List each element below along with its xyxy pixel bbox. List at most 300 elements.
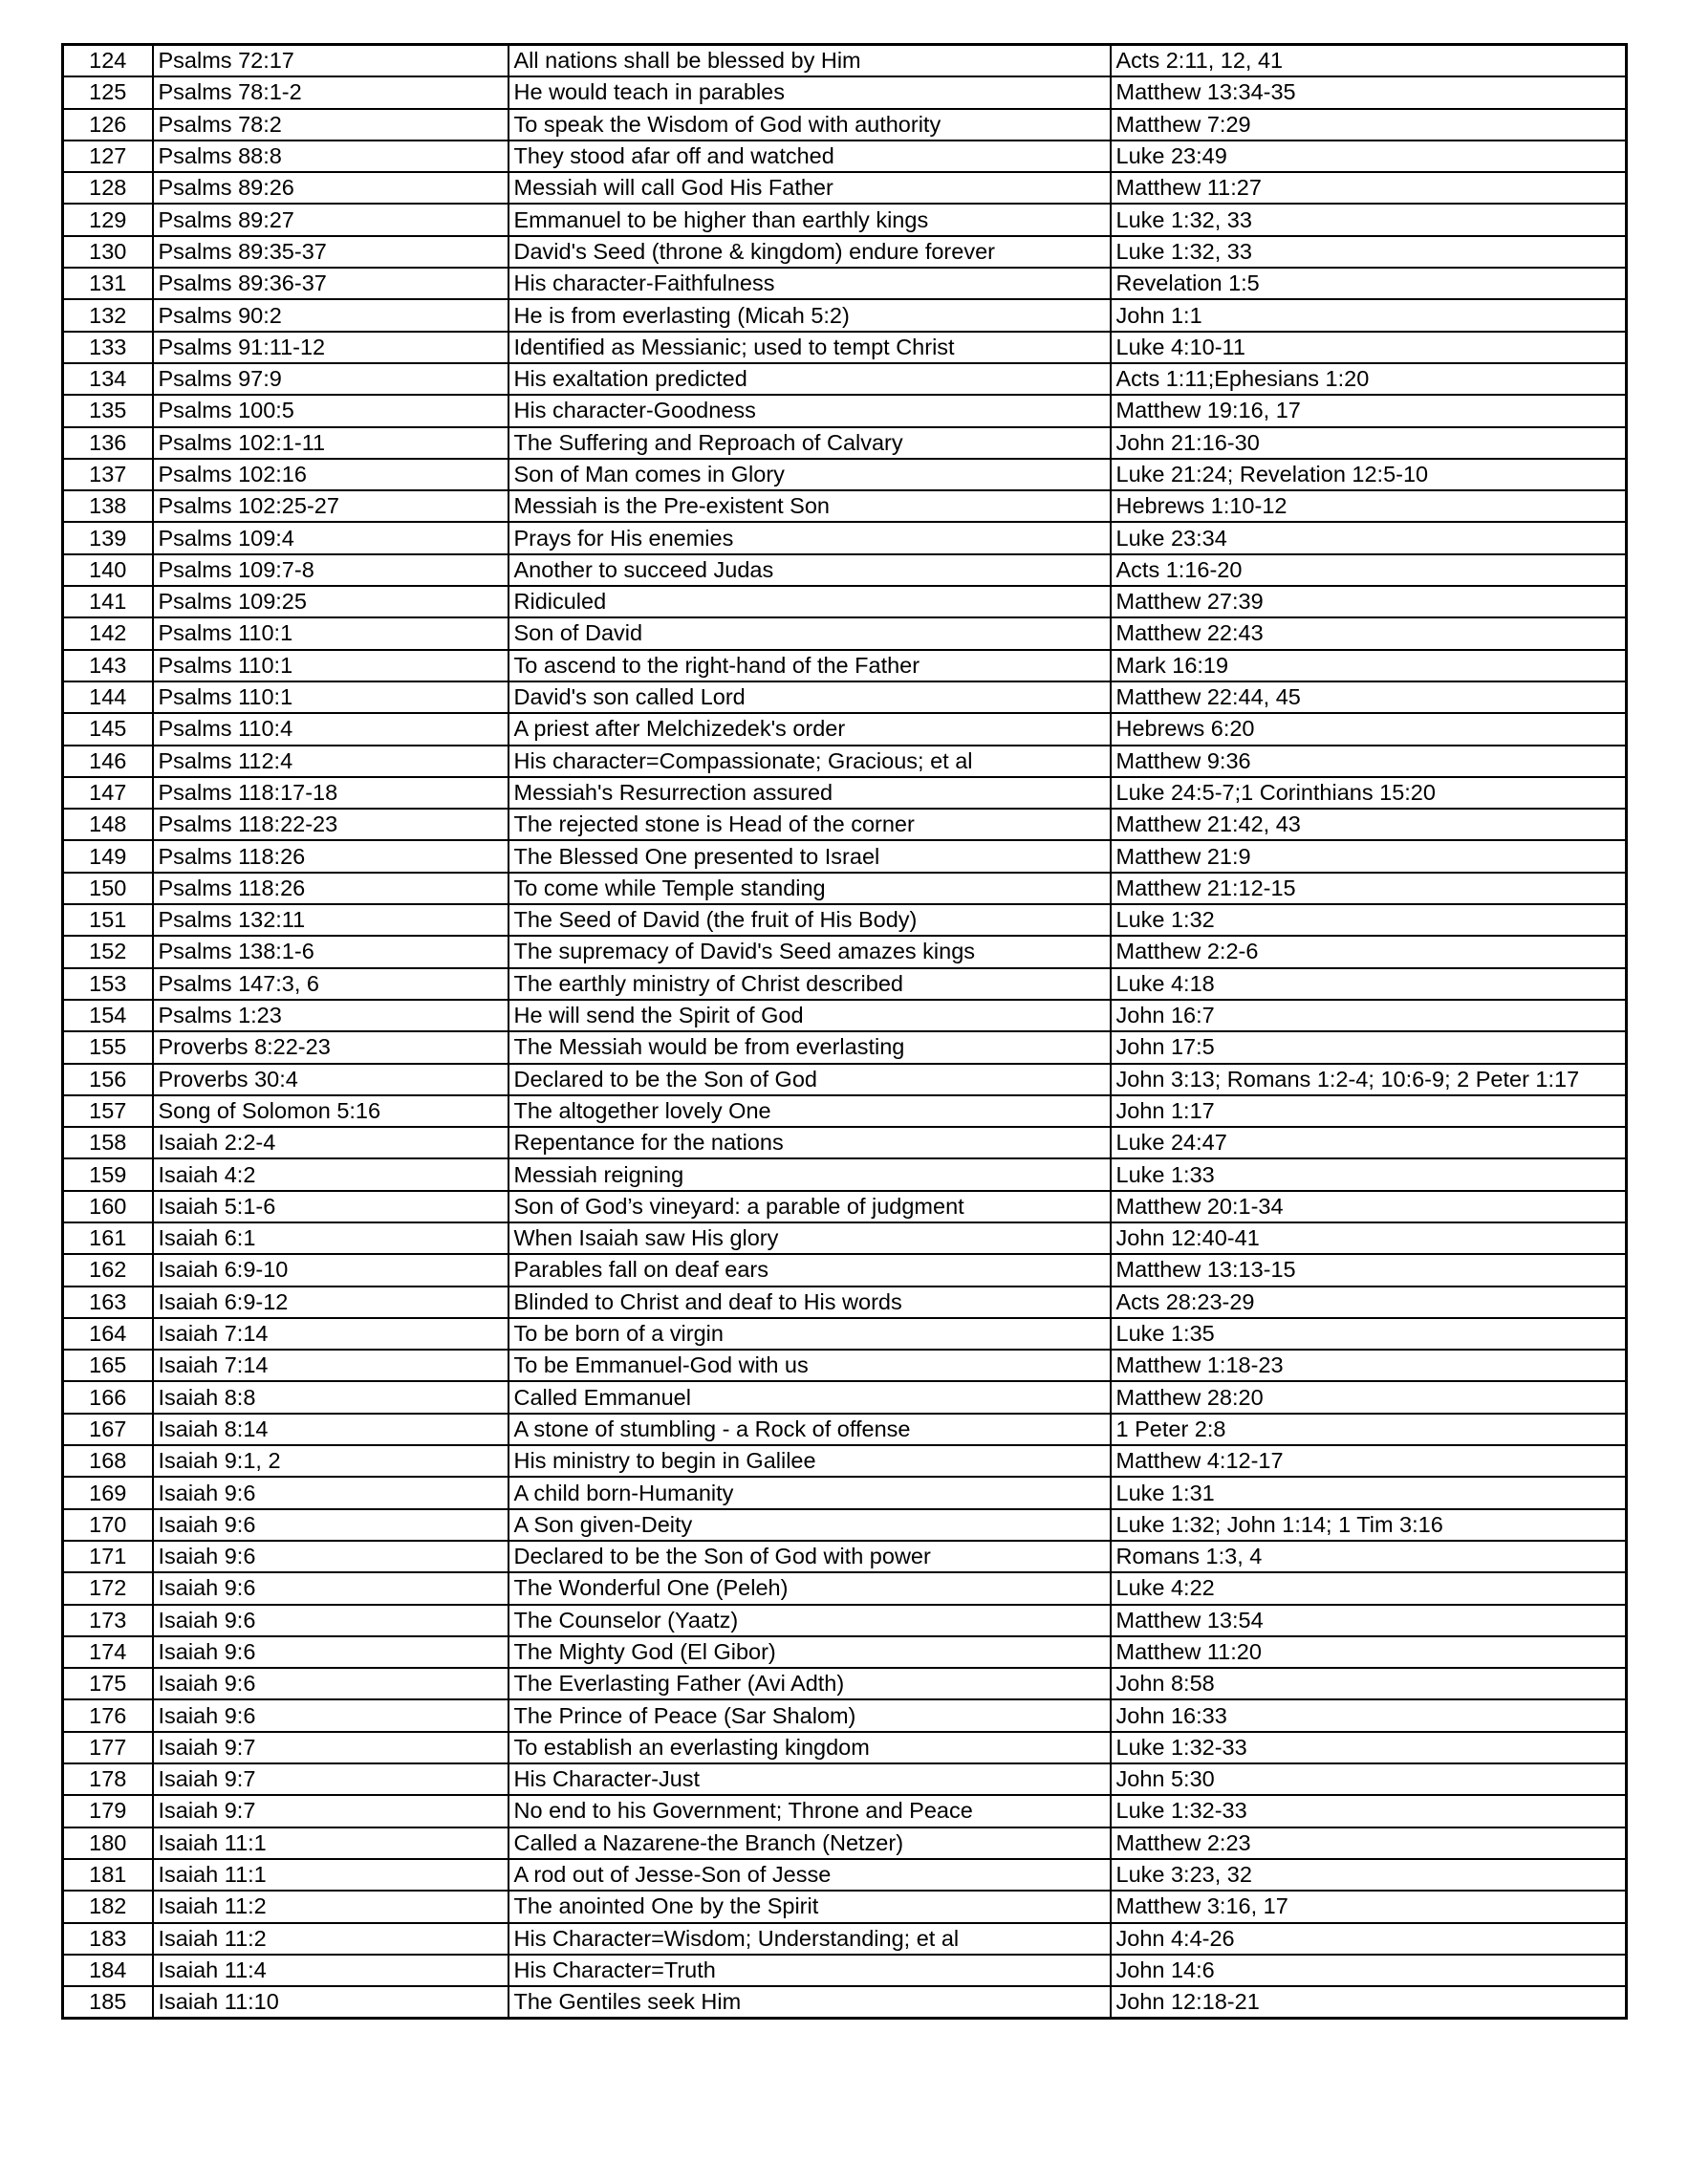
fulfillment-reference: Luke 1:32-33 bbox=[1111, 1732, 1627, 1763]
table-row bbox=[63, 109, 1627, 141]
fulfillment-reference: Romans 1:3, 4 bbox=[1111, 1541, 1627, 1572]
fulfillment-reference: Luke 1:33 bbox=[1111, 1158, 1627, 1190]
old-testament-reference: Psalms 110:1 bbox=[153, 617, 509, 649]
old-testament-reference: Isaiah 9:7 bbox=[153, 1732, 509, 1763]
row-number: 147 bbox=[63, 777, 153, 809]
table-row bbox=[63, 554, 1627, 586]
old-testament-reference: Psalms 147:3, 6 bbox=[153, 968, 509, 1000]
old-testament-reference: Isaiah 9:6 bbox=[153, 1699, 509, 1731]
old-testament-reference: Isaiah 9:6 bbox=[153, 1572, 509, 1604]
fulfillment-reference: Revelation 1:5 bbox=[1111, 268, 1627, 299]
row-number: 176 bbox=[63, 1699, 153, 1731]
row-number: 127 bbox=[63, 141, 153, 172]
fulfillment-reference: Luke 3:23, 32 bbox=[1111, 1859, 1627, 1891]
old-testament-reference: Psalms 89:36-37 bbox=[153, 268, 509, 299]
table-row bbox=[63, 1158, 1627, 1190]
prophecy-description: He is from everlasting (Micah 5:2) bbox=[509, 299, 1111, 331]
table-row bbox=[63, 427, 1627, 459]
prophecy-description: The Wonderful One (Peleh) bbox=[509, 1572, 1111, 1604]
row-number: 182 bbox=[63, 1891, 153, 1922]
fulfillment-reference: Luke 4:18 bbox=[1111, 968, 1627, 1000]
fulfillment-reference: Matthew 22:43 bbox=[1111, 617, 1627, 649]
prophecy-description: Messiah's Resurrection assured bbox=[509, 777, 1111, 809]
prophecy-description: A rod out of Jesse-Son of Jesse bbox=[509, 1859, 1111, 1891]
row-number: 157 bbox=[63, 1095, 153, 1127]
old-testament-reference: Isaiah 9:7 bbox=[153, 1795, 509, 1827]
table-row bbox=[63, 76, 1627, 108]
old-testament-reference: Psalms 89:35-37 bbox=[153, 236, 509, 268]
prophecy-description: The Everlasting Father (Avi Adth) bbox=[509, 1668, 1111, 1699]
old-testament-reference: Psalms 118:17-18 bbox=[153, 777, 509, 809]
table-row bbox=[63, 1699, 1627, 1731]
old-testament-reference: Psalms 1:23 bbox=[153, 1000, 509, 1031]
fulfillment-reference: Matthew 21:9 bbox=[1111, 840, 1627, 872]
prophecy-description: To be Emmanuel-God with us bbox=[509, 1350, 1111, 1381]
row-number: 148 bbox=[63, 809, 153, 840]
prophecy-description: A child born-Humanity bbox=[509, 1477, 1111, 1508]
prophecy-description: Messiah is the Pre-existent Son bbox=[509, 490, 1111, 522]
prophecy-description: His ministry to begin in Galilee bbox=[509, 1445, 1111, 1477]
old-testament-reference: Isaiah 9:7 bbox=[153, 1763, 509, 1795]
row-number: 130 bbox=[63, 236, 153, 268]
row-number: 156 bbox=[63, 1064, 153, 1095]
fulfillment-reference: John 16:7 bbox=[1111, 1000, 1627, 1031]
row-number: 131 bbox=[63, 268, 153, 299]
old-testament-reference: Psalms 102:16 bbox=[153, 459, 509, 490]
fulfillment-reference: Matthew 9:36 bbox=[1111, 746, 1627, 777]
prophecy-description: David's son called Lord bbox=[509, 681, 1111, 713]
table-row bbox=[63, 299, 1627, 331]
row-number: 143 bbox=[63, 650, 153, 681]
row-number: 146 bbox=[63, 746, 153, 777]
table-row bbox=[63, 1064, 1627, 1095]
row-number: 133 bbox=[63, 332, 153, 363]
prophecy-description: Son of God’s vineyard: a parable of judgment bbox=[509, 1191, 1111, 1222]
row-number: 125 bbox=[63, 76, 153, 108]
old-testament-reference: Psalms 88:8 bbox=[153, 141, 509, 172]
fulfillment-reference: Luke 1:32, 33 bbox=[1111, 236, 1627, 268]
table-row bbox=[63, 1318, 1627, 1350]
table-row bbox=[63, 873, 1627, 904]
fulfillment-reference: Matthew 28:20 bbox=[1111, 1381, 1627, 1413]
fulfillment-reference: Luke 1:32 bbox=[1111, 904, 1627, 936]
fulfillment-reference: Matthew 20:1-34 bbox=[1111, 1191, 1627, 1222]
row-number: 137 bbox=[63, 459, 153, 490]
prophecy-description: His exaltation predicted bbox=[509, 363, 1111, 395]
prophecy-description: The Prince of Peace (Sar Shalom) bbox=[509, 1699, 1111, 1731]
fulfillment-reference: Matthew 19:16, 17 bbox=[1111, 395, 1627, 426]
table-row bbox=[63, 1381, 1627, 1413]
prophecy-description: Declared to be the Son of God with power bbox=[509, 1541, 1111, 1572]
row-number: 161 bbox=[63, 1222, 153, 1254]
old-testament-reference: Psalms 89:26 bbox=[153, 172, 509, 204]
old-testament-reference: Psalms 110:1 bbox=[153, 650, 509, 681]
fulfillment-reference: Luke 1:32-33 bbox=[1111, 1795, 1627, 1827]
prophecy-description: A stone of stumbling - a Rock of offense bbox=[509, 1414, 1111, 1445]
table-row bbox=[63, 1445, 1627, 1477]
fulfillment-reference: John 1:1 bbox=[1111, 299, 1627, 331]
prophecy-description: The Blessed One presented to Israel bbox=[509, 840, 1111, 872]
old-testament-reference: Isaiah 11:10 bbox=[153, 1986, 509, 2019]
row-number: 172 bbox=[63, 1572, 153, 1604]
row-number: 184 bbox=[63, 1955, 153, 1986]
fulfillment-reference: Matthew 3:16, 17 bbox=[1111, 1891, 1627, 1922]
fulfillment-reference: John 12:40-41 bbox=[1111, 1222, 1627, 1254]
prophecy-description: Son of David bbox=[509, 617, 1111, 649]
prophecy-description: No end to his Government; Throne and Peace bbox=[509, 1795, 1111, 1827]
fulfillment-reference: John 8:58 bbox=[1111, 1668, 1627, 1699]
fulfillment-reference: Matthew 11:27 bbox=[1111, 172, 1627, 204]
table-row bbox=[63, 1477, 1627, 1508]
old-testament-reference: Psalms 78:1-2 bbox=[153, 76, 509, 108]
row-number: 164 bbox=[63, 1318, 153, 1350]
row-number: 177 bbox=[63, 1732, 153, 1763]
table-row bbox=[63, 617, 1627, 649]
prophecy-description: David's Seed (throne & kingdom) endure forever bbox=[509, 236, 1111, 268]
row-number: 178 bbox=[63, 1763, 153, 1795]
prophecy-description: Repentance for the nations bbox=[509, 1127, 1111, 1158]
old-testament-reference: Psalms 110:1 bbox=[153, 681, 509, 713]
table-row bbox=[63, 1127, 1627, 1158]
fulfillment-reference: Acts 1:11;Ephesians 1:20 bbox=[1111, 363, 1627, 395]
prophecy-description: The Gentiles seek Him bbox=[509, 1986, 1111, 2019]
old-testament-reference: Psalms 90:2 bbox=[153, 299, 509, 331]
table-row bbox=[63, 840, 1627, 872]
fulfillment-reference: Luke 23:34 bbox=[1111, 522, 1627, 553]
fulfillment-reference: Luke 1:35 bbox=[1111, 1318, 1627, 1350]
old-testament-reference: Isaiah 2:2-4 bbox=[153, 1127, 509, 1158]
table-row bbox=[63, 1732, 1627, 1763]
table-row bbox=[63, 1254, 1627, 1286]
prophecy-description: His character=Compassionate; Gracious; et al bbox=[509, 746, 1111, 777]
fulfillment-reference: Luke 1:32, 33 bbox=[1111, 204, 1627, 235]
table-row bbox=[63, 936, 1627, 967]
row-number: 158 bbox=[63, 1127, 153, 1158]
old-testament-reference: Isaiah 7:14 bbox=[153, 1350, 509, 1381]
table-row bbox=[63, 746, 1627, 777]
row-number: 129 bbox=[63, 204, 153, 235]
old-testament-reference: Isaiah 9:1, 2 bbox=[153, 1445, 509, 1477]
prophecy-description: The supremacy of David's Seed amazes kings bbox=[509, 936, 1111, 967]
table-row bbox=[63, 363, 1627, 395]
fulfillment-reference: Matthew 2:2-6 bbox=[1111, 936, 1627, 967]
row-number: 183 bbox=[63, 1923, 153, 1955]
prophecy-description: To be born of a virgin bbox=[509, 1318, 1111, 1350]
fulfillment-reference: Matthew 4:12-17 bbox=[1111, 1445, 1627, 1477]
row-number: 152 bbox=[63, 936, 153, 967]
row-number: 154 bbox=[63, 1000, 153, 1031]
row-number: 135 bbox=[63, 395, 153, 426]
prophecy-description: A priest after Melchizedek's order bbox=[509, 713, 1111, 745]
fulfillment-reference: Luke 21:24; Revelation 12:5-10 bbox=[1111, 459, 1627, 490]
prophecy-description: To establish an everlasting kingdom bbox=[509, 1732, 1111, 1763]
prophecy-description: Parables fall on deaf ears bbox=[509, 1254, 1111, 1286]
old-testament-reference: Psalms 118:26 bbox=[153, 840, 509, 872]
prophecy-description: Declared to be the Son of God bbox=[509, 1064, 1111, 1095]
row-number: 173 bbox=[63, 1605, 153, 1636]
prophecy-description: Messiah will call God His Father bbox=[509, 172, 1111, 204]
table-row bbox=[63, 968, 1627, 1000]
prophecy-description: His Character-Just bbox=[509, 1763, 1111, 1795]
prophecy-description: The Suffering and Reproach of Calvary bbox=[509, 427, 1111, 459]
table-row bbox=[63, 1191, 1627, 1222]
row-number: 128 bbox=[63, 172, 153, 204]
table-row bbox=[63, 1000, 1627, 1031]
row-number: 169 bbox=[63, 1477, 153, 1508]
table-row bbox=[63, 1986, 1627, 2019]
old-testament-reference: Psalms 109:4 bbox=[153, 522, 509, 553]
old-testament-reference: Psalms 138:1-6 bbox=[153, 936, 509, 967]
old-testament-reference: Isaiah 9:6 bbox=[153, 1668, 509, 1699]
prophecy-description: A Son given-Deity bbox=[509, 1509, 1111, 1541]
row-number: 166 bbox=[63, 1381, 153, 1413]
table-row bbox=[63, 490, 1627, 522]
table-row bbox=[63, 1605, 1627, 1636]
row-number: 149 bbox=[63, 840, 153, 872]
old-testament-reference: Isaiah 11:4 bbox=[153, 1955, 509, 1986]
fulfillment-reference: Hebrews 6:20 bbox=[1111, 713, 1627, 745]
row-number: 139 bbox=[63, 522, 153, 553]
table-row bbox=[63, 1668, 1627, 1699]
prophecy-description: The Seed of David (the fruit of His Body) bbox=[509, 904, 1111, 936]
prophecy-description: The rejected stone is Head of the corner bbox=[509, 809, 1111, 840]
table-row bbox=[63, 395, 1627, 426]
prophecy-description: He will send the Spirit of God bbox=[509, 1000, 1111, 1031]
prophecy-description: Called a Nazarene-the Branch (Netzer) bbox=[509, 1827, 1111, 1859]
prophecy-description: All nations shall be blessed by Him bbox=[509, 45, 1111, 77]
row-number: 140 bbox=[63, 554, 153, 586]
old-testament-reference: Psalms 109:25 bbox=[153, 586, 509, 617]
table-row bbox=[63, 650, 1627, 681]
table-row bbox=[63, 1222, 1627, 1254]
old-testament-reference: Isaiah 11:1 bbox=[153, 1827, 509, 1859]
old-testament-reference: Isaiah 9:6 bbox=[153, 1477, 509, 1508]
old-testament-reference: Psalms 91:11-12 bbox=[153, 332, 509, 363]
table-row bbox=[63, 1795, 1627, 1827]
prophecy-description: Emmanuel to be higher than earthly kings bbox=[509, 204, 1111, 235]
row-number: 165 bbox=[63, 1350, 153, 1381]
prophecy-description: His character-Goodness bbox=[509, 395, 1111, 426]
prophecy-description: Called Emmanuel bbox=[509, 1381, 1111, 1413]
table-row bbox=[63, 1859, 1627, 1891]
old-testament-reference: Psalms 89:27 bbox=[153, 204, 509, 235]
row-number: 168 bbox=[63, 1445, 153, 1477]
old-testament-reference: Isaiah 6:1 bbox=[153, 1222, 509, 1254]
table-row bbox=[63, 522, 1627, 553]
table-row bbox=[63, 268, 1627, 299]
prophecy-description: Blinded to Christ and deaf to His words bbox=[509, 1287, 1111, 1318]
row-number: 150 bbox=[63, 873, 153, 904]
old-testament-reference: Psalms 118:22-23 bbox=[153, 809, 509, 840]
fulfillment-reference: Matthew 13:54 bbox=[1111, 1605, 1627, 1636]
prophecy-description: To ascend to the right-hand of the Father bbox=[509, 650, 1111, 681]
prophecy-description: To speak the Wisdom of God with authority bbox=[509, 109, 1111, 141]
prophecy-description: His Character=Truth bbox=[509, 1955, 1111, 1986]
old-testament-reference: Isaiah 8:14 bbox=[153, 1414, 509, 1445]
old-testament-reference: Proverbs 8:22-23 bbox=[153, 1031, 509, 1063]
fulfillment-reference: Acts 28:23-29 bbox=[1111, 1287, 1627, 1318]
old-testament-reference: Isaiah 9:6 bbox=[153, 1509, 509, 1541]
row-number: 175 bbox=[63, 1668, 153, 1699]
prophecy-description: He would teach in parables bbox=[509, 76, 1111, 108]
table-row bbox=[63, 713, 1627, 745]
row-number: 151 bbox=[63, 904, 153, 936]
prophecy-description: The earthly ministry of Christ described bbox=[509, 968, 1111, 1000]
table-row bbox=[63, 681, 1627, 713]
row-number: 153 bbox=[63, 968, 153, 1000]
old-testament-reference: Psalms 109:7-8 bbox=[153, 554, 509, 586]
row-number: 126 bbox=[63, 109, 153, 141]
prophecy-description: The Counselor (Yaatz) bbox=[509, 1605, 1111, 1636]
fulfillment-reference: John 3:13; Romans 1:2-4; 10:6-9; 2 Peter 1:17 bbox=[1111, 1064, 1627, 1095]
old-testament-reference: Psalms 72:17 bbox=[153, 45, 509, 77]
prophecy-description: Another to succeed Judas bbox=[509, 554, 1111, 586]
table-row bbox=[63, 1923, 1627, 1955]
table-row bbox=[63, 1509, 1627, 1541]
prophecy-description: His Character=Wisdom; Understanding; et al bbox=[509, 1923, 1111, 1955]
row-number: 171 bbox=[63, 1541, 153, 1572]
row-number: 132 bbox=[63, 299, 153, 331]
prophecy-description: To come while Temple standing bbox=[509, 873, 1111, 904]
fulfillment-reference: Luke 1:32; John 1:14; 1 Tim 3:16 bbox=[1111, 1509, 1627, 1541]
old-testament-reference: Psalms 118:26 bbox=[153, 873, 509, 904]
fulfillment-reference: Matthew 11:20 bbox=[1111, 1636, 1627, 1668]
prophecy-table bbox=[61, 43, 1628, 2020]
table-row bbox=[63, 904, 1627, 936]
fulfillment-reference: Matthew 13:13-15 bbox=[1111, 1254, 1627, 1286]
table-row bbox=[63, 1414, 1627, 1445]
fulfillment-reference: Matthew 7:29 bbox=[1111, 109, 1627, 141]
fulfillment-reference: John 16:33 bbox=[1111, 1699, 1627, 1731]
table-row bbox=[63, 204, 1627, 235]
row-number: 124 bbox=[63, 45, 153, 77]
old-testament-reference: Isaiah 4:2 bbox=[153, 1158, 509, 1190]
old-testament-reference: Isaiah 7:14 bbox=[153, 1318, 509, 1350]
table-row bbox=[63, 459, 1627, 490]
prophecy-description: They stood afar off and watched bbox=[509, 141, 1111, 172]
prophecy-table-body bbox=[63, 45, 1627, 2019]
row-number: 181 bbox=[63, 1859, 153, 1891]
fulfillment-reference: Luke 4:22 bbox=[1111, 1572, 1627, 1604]
table-row bbox=[63, 1891, 1627, 1922]
table-row bbox=[63, 1572, 1627, 1604]
prophecy-description: Messiah reigning bbox=[509, 1158, 1111, 1190]
row-number: 174 bbox=[63, 1636, 153, 1668]
prophecy-description: Son of Man comes in Glory bbox=[509, 459, 1111, 490]
old-testament-reference: Psalms 97:9 bbox=[153, 363, 509, 395]
old-testament-reference: Psalms 110:4 bbox=[153, 713, 509, 745]
table-row bbox=[63, 45, 1627, 77]
fulfillment-reference: Luke 23:49 bbox=[1111, 141, 1627, 172]
row-number: 160 bbox=[63, 1191, 153, 1222]
fulfillment-reference: Matthew 13:34-35 bbox=[1111, 76, 1627, 108]
old-testament-reference: Isaiah 11:2 bbox=[153, 1923, 509, 1955]
fulfillment-reference: Luke 4:10-11 bbox=[1111, 332, 1627, 363]
fulfillment-reference: Matthew 27:39 bbox=[1111, 586, 1627, 617]
old-testament-reference: Psalms 100:5 bbox=[153, 395, 509, 426]
table-row bbox=[63, 236, 1627, 268]
table-row bbox=[63, 1031, 1627, 1063]
old-testament-reference: Isaiah 8:8 bbox=[153, 1381, 509, 1413]
table-row bbox=[63, 1636, 1627, 1668]
table-row bbox=[63, 332, 1627, 363]
fulfillment-reference: John 5:30 bbox=[1111, 1763, 1627, 1795]
prophecy-description: The Mighty God (El Gibor) bbox=[509, 1636, 1111, 1668]
old-testament-reference: Isaiah 9:6 bbox=[153, 1541, 509, 1572]
table-row bbox=[63, 586, 1627, 617]
table-row bbox=[63, 1763, 1627, 1795]
fulfillment-reference: Matthew 1:18-23 bbox=[1111, 1350, 1627, 1381]
table-row bbox=[63, 1955, 1627, 1986]
table-row bbox=[63, 1095, 1627, 1127]
row-number: 180 bbox=[63, 1827, 153, 1859]
table-row bbox=[63, 172, 1627, 204]
row-number: 142 bbox=[63, 617, 153, 649]
old-testament-reference: Isaiah 5:1-6 bbox=[153, 1191, 509, 1222]
old-testament-reference: Isaiah 9:6 bbox=[153, 1605, 509, 1636]
table-row bbox=[63, 1287, 1627, 1318]
row-number: 159 bbox=[63, 1158, 153, 1190]
prophecy-description: Identified as Messianic; used to tempt Christ bbox=[509, 332, 1111, 363]
row-number: 163 bbox=[63, 1287, 153, 1318]
row-number: 155 bbox=[63, 1031, 153, 1063]
old-testament-reference: Psalms 102:1-11 bbox=[153, 427, 509, 459]
fulfillment-reference: 1 Peter 2:8 bbox=[1111, 1414, 1627, 1445]
table-row bbox=[63, 141, 1627, 172]
fulfillment-reference: John 21:16-30 bbox=[1111, 427, 1627, 459]
row-number: 144 bbox=[63, 681, 153, 713]
row-number: 136 bbox=[63, 427, 153, 459]
old-testament-reference: Isaiah 6:9-12 bbox=[153, 1287, 509, 1318]
fulfillment-reference: Matthew 22:44, 45 bbox=[1111, 681, 1627, 713]
prophecy-description: The Messiah would be from everlasting bbox=[509, 1031, 1111, 1063]
row-number: 179 bbox=[63, 1795, 153, 1827]
fulfillment-reference: Matthew 21:42, 43 bbox=[1111, 809, 1627, 840]
old-testament-reference: Isaiah 6:9-10 bbox=[153, 1254, 509, 1286]
row-number: 138 bbox=[63, 490, 153, 522]
fulfillment-reference: Hebrews 1:10-12 bbox=[1111, 490, 1627, 522]
fulfillment-reference: Mark 16:19 bbox=[1111, 650, 1627, 681]
old-testament-reference: Isaiah 11:2 bbox=[153, 1891, 509, 1922]
old-testament-reference: Proverbs 30:4 bbox=[153, 1064, 509, 1095]
fulfillment-reference: John 14:6 bbox=[1111, 1955, 1627, 1986]
prophecy-description: Ridiculed bbox=[509, 586, 1111, 617]
fulfillment-reference: Matthew 2:23 bbox=[1111, 1827, 1627, 1859]
table-row bbox=[63, 1541, 1627, 1572]
old-testament-reference: Isaiah 9:6 bbox=[153, 1636, 509, 1668]
fulfillment-reference: Luke 24:5-7;1 Corinthians 15:20 bbox=[1111, 777, 1627, 809]
old-testament-reference: Psalms 132:11 bbox=[153, 904, 509, 936]
old-testament-reference: Isaiah 11:1 bbox=[153, 1859, 509, 1891]
table-row bbox=[63, 809, 1627, 840]
row-number: 141 bbox=[63, 586, 153, 617]
prophecy-description: Prays for His enemies bbox=[509, 522, 1111, 553]
row-number: 134 bbox=[63, 363, 153, 395]
table-row bbox=[63, 1827, 1627, 1859]
fulfillment-reference: John 12:18-21 bbox=[1111, 1986, 1627, 2019]
fulfillment-reference: Acts 2:11, 12, 41 bbox=[1111, 45, 1627, 77]
old-testament-reference: Psalms 102:25-27 bbox=[153, 490, 509, 522]
fulfillment-reference: Luke 1:31 bbox=[1111, 1477, 1627, 1508]
prophecy-description: When Isaiah saw His glory bbox=[509, 1222, 1111, 1254]
old-testament-reference: Song of Solomon 5:16 bbox=[153, 1095, 509, 1127]
row-number: 162 bbox=[63, 1254, 153, 1286]
fulfillment-reference: John 4:4-26 bbox=[1111, 1923, 1627, 1955]
prophecy-description: The altogether lovely One bbox=[509, 1095, 1111, 1127]
table-row bbox=[63, 777, 1627, 809]
old-testament-reference: Psalms 112:4 bbox=[153, 746, 509, 777]
prophecy-description: His character-Faithfulness bbox=[509, 268, 1111, 299]
